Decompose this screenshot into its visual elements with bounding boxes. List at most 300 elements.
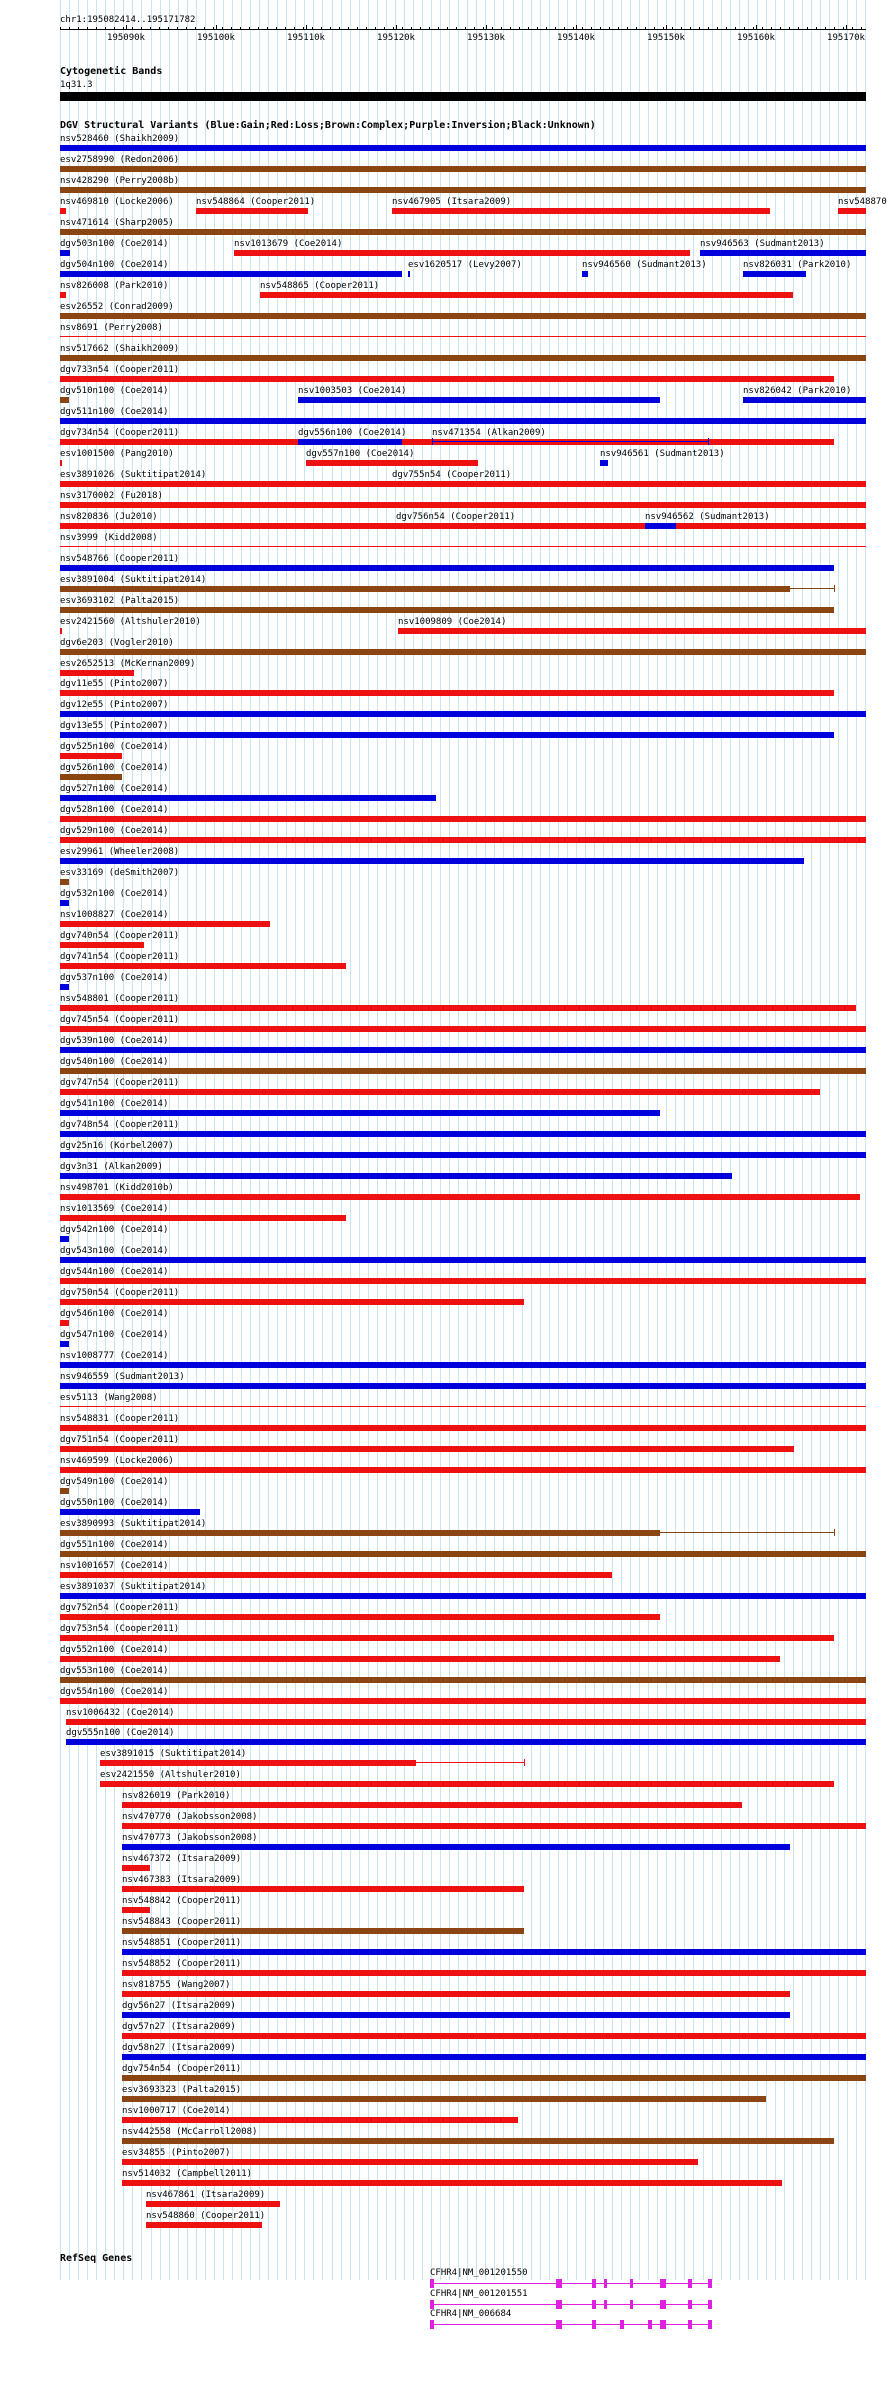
variant-label[interactable]: dgv551n100 (Coe2014): [60, 1539, 169, 1550]
variant-bar[interactable]: [60, 1656, 780, 1662]
variant-label[interactable]: esv26552 (Conrad2009): [60, 301, 174, 312]
grid-line: [422, 0, 423, 2280]
variant-label[interactable]: dgv544n100 (Coe2014): [60, 1266, 169, 1277]
variant-label[interactable]: dgv754n54 (Cooper2011): [122, 2064, 242, 2075]
ruler-minor-tick: [411, 27, 412, 30]
variant-bar[interactable]: [60, 607, 834, 613]
ruler-minor-tick: [204, 27, 205, 30]
variant-bar[interactable]: [60, 1320, 69, 1326]
variant-label[interactable]: nsv470770 (Jakobsson2008): [122, 1812, 258, 1823]
variant-label[interactable]: nsv548852 (Cooper2011): [122, 1959, 242, 1970]
gene-exon: [556, 2320, 562, 2329]
variant-bar[interactable]: [60, 984, 69, 990]
variant-bar[interactable]: [122, 1907, 150, 1913]
variant-bar[interactable]: [60, 271, 402, 277]
gene-intron-line[interactable]: [430, 2304, 712, 2305]
variant-bar[interactable]: [146, 2201, 280, 2207]
variant-label[interactable]: dgv549n100 (Coe2014): [60, 1476, 169, 1487]
gene-exon: [648, 2320, 652, 2329]
variant-bar[interactable]: [122, 1886, 524, 1892]
variant-label[interactable]: nsv467383 (Itsara2009): [122, 1875, 242, 1886]
variant-label[interactable]: nsv826008 (Park2010): [60, 280, 169, 291]
variant-bar[interactable]: [60, 649, 866, 655]
variant-label[interactable]: nsv470773 (Jakobsson2008): [122, 1833, 258, 1844]
variant-bar[interactable]: [60, 858, 804, 864]
grid-line: [304, 0, 305, 2280]
variant-bar[interactable]: [60, 313, 866, 319]
variant-bar[interactable]: [122, 1970, 866, 1976]
variant-label[interactable]: nsv548766 (Cooper2011): [60, 553, 180, 564]
variant-bar[interactable]: [60, 1194, 860, 1200]
variant-bar[interactable]: [60, 1488, 69, 1494]
variant-bar[interactable]: [60, 1236, 69, 1242]
variant-bar[interactable]: [60, 942, 144, 948]
variant-label[interactable]: dgv543n100 (Coe2014): [60, 1245, 169, 1256]
variant-bar[interactable]: [60, 670, 134, 676]
variant-bar[interactable]: [100, 1760, 416, 1766]
variant-bar[interactable]: [700, 250, 866, 256]
variant-bar[interactable]: [398, 628, 866, 634]
variant-label[interactable]: esv5113 (Wang2008): [60, 1392, 158, 1403]
dgv-track-title[interactable]: DGV Structural Variants (Blue:Gain;Red:Loss;Brown:Complex;Purple:Inversion;Black:Unknown): [60, 120, 596, 131]
variant-label[interactable]: nsv946562 (Sudmant2013): [645, 511, 770, 522]
gene-intron-line[interactable]: [430, 2283, 712, 2284]
variant-label[interactable]: nsv467861 (Itsara2009): [146, 2190, 266, 2201]
variant-label[interactable]: nsv471614 (Sharp2005): [60, 217, 174, 228]
variant-bar[interactable]: [60, 1425, 866, 1431]
variant-bar[interactable]: [60, 166, 866, 172]
variant-bar[interactable]: [306, 460, 478, 466]
variant-bar[interactable]: [60, 1341, 69, 1347]
grid-line: [413, 0, 414, 2280]
grid-line: [404, 0, 405, 2280]
variant-bar[interactable]: [60, 628, 62, 634]
grid-line: [431, 0, 432, 2280]
variant-label[interactable]: esv3693102 (Palta2015): [60, 595, 180, 606]
variant-label[interactable]: nsv548864 (Cooper2011): [196, 196, 316, 207]
variant-label[interactable]: nsv548860 (Cooper2011): [146, 2211, 266, 2222]
variant-bar[interactable]: [60, 1005, 856, 1011]
variant-label[interactable]: nsv1008777 (Coe2014): [60, 1350, 169, 1361]
variant-label[interactable]: nsv818755 (Wang2007): [122, 1980, 231, 1991]
variant-bar[interactable]: [838, 208, 866, 214]
variant-bar[interactable]: [298, 397, 660, 403]
variant-bar[interactable]: [60, 1089, 820, 1095]
variant-cap: [708, 438, 709, 445]
variant-label[interactable]: nsv1009809 (Coe2014): [398, 616, 507, 627]
variant-label[interactable]: dgv526n100 (Coe2014): [60, 763, 169, 774]
variant-label[interactable]: nsv820836 (Ju2010): [60, 511, 158, 522]
variant-label[interactable]: dgv547n100 (Coe2014): [60, 1329, 169, 1340]
variant-bar[interactable]: [645, 523, 676, 529]
variant-label[interactable]: nsv946559 (Sudmant2013): [60, 1371, 185, 1382]
grid-line: [513, 0, 514, 2280]
ruler-minor-tick: [564, 27, 565, 30]
ruler-minor-tick: [744, 27, 745, 30]
variant-bar[interactable]: [600, 460, 608, 466]
variant-label[interactable]: dgv13e55 (Pinto2007): [60, 721, 169, 732]
variant-line[interactable]: [60, 546, 866, 547]
variant-bar[interactable]: [60, 1530, 660, 1536]
grid-line: [730, 0, 731, 2280]
variant-label[interactable]: nsv946560 (Sudmant2013): [582, 259, 707, 270]
variant-bar[interactable]: [60, 1047, 866, 1053]
variant-label[interactable]: dgv741n54 (Cooper2011): [60, 952, 180, 963]
variant-bar[interactable]: [60, 1698, 866, 1704]
variant-bar[interactable]: [60, 460, 62, 466]
variant-label[interactable]: dgv751n54 (Cooper2011): [60, 1434, 180, 1445]
variant-bar[interactable]: [60, 1215, 346, 1221]
grid-line: [449, 0, 450, 2280]
variant-label[interactable]: dgv555n100 (Coe2014): [66, 1728, 175, 1739]
grid-line: [621, 0, 622, 2280]
variant-label[interactable]: nsv548851 (Cooper2011): [122, 1938, 242, 1949]
variant-label[interactable]: nsv946563 (Sudmant2013): [700, 238, 825, 249]
ruler-major-tick: [486, 25, 487, 30]
cytoband-bar[interactable]: [60, 92, 866, 101]
variant-bar[interactable]: [60, 145, 866, 151]
variant-label[interactable]: nsv467905 (Itsara2009): [392, 196, 512, 207]
variant-bar[interactable]: [122, 1865, 150, 1871]
variant-label[interactable]: dgv56n27 (Itsara2009): [122, 2001, 236, 2012]
variant-bar[interactable]: [392, 481, 766, 487]
variant-label[interactable]: dgv546n100 (Coe2014): [60, 1308, 169, 1319]
variant-label[interactable]: dgv756n54 (Cooper2011): [396, 511, 516, 522]
grid-line: [847, 0, 848, 2280]
gene-exon: [660, 2320, 666, 2329]
variant-label[interactable]: dgv752n54 (Cooper2011): [60, 1602, 180, 1613]
variant-label[interactable]: esv3890993 (Suktitipat2014): [60, 1518, 207, 1529]
variant-label[interactable]: esv3891004 (Suktitipat2014): [60, 574, 207, 585]
variant-bar[interactable]: [60, 732, 834, 738]
variant-label[interactable]: dgv556n100 (Coe2014): [298, 427, 407, 438]
variant-bar[interactable]: [234, 250, 690, 256]
ruler-minor-tick: [330, 27, 331, 30]
ruler-minor-tick: [78, 27, 79, 30]
grid-line: [820, 0, 821, 2280]
variant-line[interactable]: [432, 441, 708, 442]
variant-label[interactable]: dgv537n100 (Coe2014): [60, 973, 169, 984]
variant-bar[interactable]: [60, 774, 122, 780]
variant-bar[interactable]: [122, 1991, 790, 1997]
variant-bar[interactable]: [60, 1509, 200, 1515]
variant-label[interactable]: dgv747n54 (Cooper2011): [60, 1078, 180, 1089]
variant-label[interactable]: nsv442558 (McCarroll2008): [122, 2127, 258, 2138]
variant-label[interactable]: dgv753n54 (Cooper2011): [60, 1623, 180, 1634]
variant-label[interactable]: nsv548870: [838, 196, 887, 207]
ruler-minor-tick: [618, 27, 619, 30]
variant-bar[interactable]: [60, 963, 346, 969]
variant-bar[interactable]: [60, 1068, 866, 1074]
variant-label[interactable]: dgv733n54 (Cooper2011): [60, 364, 180, 375]
variant-label[interactable]: nsv1003503 (Coe2014): [298, 385, 407, 396]
variant-label[interactable]: dgv11e55 (Pinto2007): [60, 679, 169, 690]
grid-line: [703, 0, 704, 2280]
grid-line: [96, 0, 97, 2280]
variant-label[interactable]: nsv1001657 (Coe2014): [60, 1560, 169, 1571]
variant-bar[interactable]: [60, 921, 270, 927]
variant-label[interactable]: nsv528460 (Shaikh2009): [60, 134, 180, 144]
variant-bar[interactable]: [60, 1572, 612, 1578]
variant-label[interactable]: dgv25n16 (Korbel2007): [60, 1141, 174, 1152]
variant-bar[interactable]: [60, 376, 834, 382]
variant-label[interactable]: esv2652513 (McKernan2009): [60, 658, 196, 669]
variant-label[interactable]: nsv517662 (Shaikh2009): [60, 343, 180, 354]
ruler-minor-tick: [780, 27, 781, 30]
variant-label[interactable]: dgv745n54 (Cooper2011): [60, 1015, 180, 1026]
ruler-minor-tick: [420, 27, 421, 30]
variant-bar[interactable]: [60, 1131, 866, 1137]
variant-label[interactable]: esv1001500 (Pang2010): [60, 448, 174, 459]
variant-label[interactable]: nsv548801 (Cooper2011): [60, 994, 180, 1005]
variant-line[interactable]: [60, 1406, 866, 1407]
variant-bar[interactable]: [60, 1383, 866, 1389]
variant-bar[interactable]: [60, 565, 834, 571]
variant-bar[interactable]: [66, 1719, 866, 1725]
variant-bar[interactable]: [60, 900, 69, 906]
variant-label[interactable]: dgv532n100 (Coe2014): [60, 889, 169, 900]
ruler-minor-tick: [717, 27, 718, 30]
gene-exon: [688, 2279, 692, 2288]
cytoband-track-title[interactable]: Cytogenetic Bands: [60, 66, 163, 77]
gene-label[interactable]: CFHR4|NM_001201550: [430, 2268, 528, 2278]
variant-label[interactable]: esv3891037 (Suktitipat2014): [60, 1581, 207, 1592]
variant-bar[interactable]: [408, 271, 410, 277]
variant-bar[interactable]: [122, 2138, 834, 2144]
variant-label[interactable]: esv2758990 (Redon2006): [60, 154, 180, 165]
variant-label[interactable]: dgv12e55 (Pinto2007): [60, 700, 169, 711]
ruler-minor-tick: [501, 27, 502, 30]
variant-bar[interactable]: [122, 1928, 524, 1934]
refseq-track-title[interactable]: RefSeq Genes: [60, 2253, 133, 2264]
variant-line[interactable]: [60, 336, 866, 337]
variant-bar[interactable]: [146, 2222, 262, 2228]
variant-bar[interactable]: [60, 187, 866, 193]
variant-label[interactable]: dgv525n100 (Coe2014): [60, 742, 169, 753]
variant-label[interactable]: dgv539n100 (Coe2014): [60, 1036, 169, 1047]
variant-bar[interactable]: [60, 753, 122, 759]
grid-line: [467, 0, 468, 2280]
variant-label[interactable]: esv3891026 (Suktitipat2014): [60, 469, 207, 480]
variant-label[interactable]: nsv548831 (Cooper2011): [60, 1413, 180, 1424]
variant-bar[interactable]: [122, 2117, 518, 2123]
variant-line: [790, 588, 834, 589]
variant-label[interactable]: esv1620517 (Levy2007): [408, 259, 522, 270]
variant-label[interactable]: dgv748n54 (Cooper2011): [60, 1120, 180, 1131]
variant-bar[interactable]: [60, 1299, 524, 1305]
variant-bar[interactable]: [60, 1635, 834, 1641]
ruler-minor-tick: [303, 27, 304, 30]
variant-label[interactable]: dgv511n100 (Coe2014): [60, 406, 169, 417]
variant-label[interactable]: nsv1000717 (Coe2014): [122, 2106, 231, 2117]
grid-line: [829, 0, 830, 2280]
variant-bar[interactable]: [392, 208, 770, 214]
variant-label[interactable]: dgv553n100 (Coe2014): [60, 1665, 169, 1676]
gene-exon: [592, 2279, 596, 2288]
variant-label[interactable]: nsv469810 (Locke2006): [60, 196, 174, 207]
ruler-minor-tick: [60, 27, 61, 30]
ruler-minor-tick: [186, 27, 187, 30]
variant-label[interactable]: dgv550n100 (Coe2014): [60, 1497, 169, 1508]
cytoband-label: 1q31.3: [60, 80, 93, 90]
variant-bar[interactable]: [60, 1467, 866, 1473]
variant-label[interactable]: nsv826031 (Park2010): [743, 259, 852, 270]
ruler-minor-tick: [654, 27, 655, 30]
variant-bar[interactable]: [122, 2075, 866, 2081]
variant-bar[interactable]: [60, 1593, 866, 1599]
variant-label[interactable]: esv29961 (Wheeler2008): [60, 847, 180, 858]
variant-label[interactable]: nsv3999 (Kidd2008): [60, 532, 158, 543]
variant-bar[interactable]: [122, 2033, 866, 2039]
grid-line: [295, 0, 296, 2280]
variant-bar[interactable]: [60, 795, 436, 801]
variant-label[interactable]: dgv755n54 (Cooper2011): [392, 469, 512, 480]
variant-bar[interactable]: [60, 502, 866, 508]
variant-bar[interactable]: [122, 1844, 790, 1850]
variant-label[interactable]: dgv3n31 (Alkan2009): [60, 1162, 163, 1173]
variant-label[interactable]: nsv1013569 (Coe2014): [60, 1203, 169, 1214]
grid-line: [612, 0, 613, 2280]
variant-bar[interactable]: [743, 271, 806, 277]
variant-label[interactable]: nsv1013679 (Coe2014): [234, 238, 343, 249]
variant-label[interactable]: dgv557n100 (Coe2014): [306, 448, 415, 459]
grid-line: [476, 0, 477, 2280]
grid-line: [268, 0, 269, 2280]
variant-bar[interactable]: [60, 711, 866, 717]
variant-label[interactable]: dgv6e203 (Vogler2010): [60, 637, 174, 648]
variant-bar[interactable]: [60, 837, 866, 843]
variant-bar[interactable]: [122, 1823, 866, 1829]
variant-bar[interactable]: [122, 2054, 866, 2060]
variant-label[interactable]: esv3693323 (Palta2015): [122, 2085, 242, 2096]
variant-bar[interactable]: [60, 1152, 866, 1158]
variant-label[interactable]: nsv1006432 (Coe2014): [66, 1707, 175, 1718]
variant-label[interactable]: dgv541n100 (Coe2014): [60, 1099, 169, 1110]
variant-label[interactable]: dgv504n100 (Coe2014): [60, 259, 169, 270]
variant-bar[interactable]: [60, 1362, 866, 1368]
variant-bar[interactable]: [122, 1949, 866, 1955]
ruler-minor-tick: [87, 27, 88, 30]
variant-label[interactable]: dgv542n100 (Coe2014): [60, 1224, 169, 1235]
variant-bar[interactable]: [743, 397, 866, 403]
variant-label[interactable]: nsv498701 (Kidd2010b): [60, 1183, 174, 1193]
variant-label[interactable]: nsv548843 (Cooper2011): [122, 1917, 242, 1928]
variant-bar[interactable]: [60, 292, 66, 298]
ruler-minor-tick: [708, 27, 709, 30]
variant-label[interactable]: nsv826019 (Park2010): [122, 1791, 231, 1802]
variant-bar[interactable]: [60, 1173, 732, 1179]
variant-bar[interactable]: [66, 1739, 866, 1745]
variant-label[interactable]: nsv8691 (Perry2008): [60, 322, 163, 333]
variant-label[interactable]: dgv528n100 (Coe2014): [60, 805, 169, 816]
variant-label[interactable]: dgv552n100 (Coe2014): [60, 1644, 169, 1655]
variant-label[interactable]: esv33169 (deSmith2007): [60, 868, 180, 879]
variant-label[interactable]: nsv548842 (Cooper2011): [122, 1896, 242, 1907]
variant-bar[interactable]: [60, 879, 69, 885]
ruler-minor-tick: [312, 27, 313, 30]
gene-label[interactable]: CFHR4|NM_006684: [430, 2309, 512, 2319]
variant-label[interactable]: dgv554n100 (Coe2014): [60, 1686, 169, 1697]
variant-label[interactable]: esv2421560 (Altshuler2010): [60, 616, 201, 627]
variant-label[interactable]: dgv57n27 (Itsara2009): [122, 2022, 236, 2033]
variant-bar[interactable]: [60, 690, 834, 696]
variant-label[interactable]: dgv750n54 (Cooper2011): [60, 1287, 180, 1298]
variant-bar[interactable]: [122, 2012, 790, 2018]
variant-label[interactable]: dgv734n54 (Cooper2011): [60, 427, 180, 438]
variant-bar[interactable]: [60, 1677, 866, 1683]
variant-label[interactable]: dgv740n54 (Cooper2011): [60, 931, 180, 942]
variant-bar[interactable]: [60, 1446, 794, 1452]
variant-bar[interactable]: [60, 1257, 866, 1263]
variant-label[interactable]: esv34855 (Pinto2007): [122, 2148, 231, 2159]
variant-bar[interactable]: [60, 1278, 866, 1284]
ruler-minor-tick: [114, 27, 115, 30]
variant-label[interactable]: dgv540n100 (Coe2014): [60, 1057, 169, 1068]
variant-label[interactable]: nsv548865 (Cooper2011): [260, 280, 380, 291]
gene-intron-line[interactable]: [430, 2324, 712, 2325]
variant-label[interactable]: esv2421550 (Altshuler2010): [100, 1770, 241, 1781]
ruler-minor-tick: [402, 27, 403, 30]
variant-bar[interactable]: [60, 586, 790, 592]
variant-bar[interactable]: [60, 1614, 660, 1620]
variant-label[interactable]: nsv467372 (Itsara2009): [122, 1854, 242, 1865]
variant-bar[interactable]: [260, 292, 793, 298]
variant-bar[interactable]: [60, 816, 866, 822]
variant-label[interactable]: nsv514032 (Campbell2011): [122, 2169, 253, 2180]
variant-bar[interactable]: [298, 439, 402, 445]
variant-bar[interactable]: [122, 2159, 698, 2165]
variant-bar[interactable]: [122, 2180, 782, 2186]
variant-label[interactable]: dgv529n100 (Coe2014): [60, 826, 169, 837]
ruler-minor-tick: [438, 27, 439, 30]
variant-label[interactable]: nsv946561 (Sudmant2013): [600, 448, 725, 459]
variant-label[interactable]: esv3891015 (Suktitipat2014): [100, 1749, 247, 1760]
variant-label[interactable]: nsv469599 (Locke2006): [60, 1455, 174, 1466]
variant-bar[interactable]: [100, 1781, 834, 1787]
gene-exon: [630, 2300, 633, 2309]
ruler-minor-tick: [690, 27, 691, 30]
variant-label[interactable]: nsv1008827 (Coe2014): [60, 910, 169, 921]
variant-label[interactable]: dgv510n100 (Coe2014): [60, 385, 169, 396]
variant-bar[interactable]: [60, 250, 70, 256]
variant-bar[interactable]: [122, 1802, 742, 1808]
variant-bar[interactable]: [60, 1110, 660, 1116]
variant-label[interactable]: dgv58n27 (Itsara2009): [122, 2043, 236, 2054]
variant-label[interactable]: dgv527n100 (Coe2014): [60, 784, 169, 795]
variant-bar[interactable]: [60, 397, 69, 403]
variant-label[interactable]: nsv428290 (Perry2008b): [60, 175, 180, 186]
variant-bar[interactable]: [60, 1551, 866, 1557]
variant-bar[interactable]: [60, 439, 834, 445]
variant-label[interactable]: nsv826042 (Park2010): [743, 385, 852, 396]
variant-bar[interactable]: [196, 208, 308, 214]
grid-line: [648, 0, 649, 2280]
variant-bar[interactable]: [122, 2096, 766, 2102]
gene-label[interactable]: CFHR4|NM_001201551: [430, 2288, 528, 2299]
variant-bar[interactable]: [396, 523, 645, 529]
variant-bar[interactable]: [60, 229, 866, 235]
variant-bar[interactable]: [60, 1026, 866, 1032]
variant-bar[interactable]: [60, 418, 866, 424]
gene-exon: [430, 2300, 434, 2309]
variant-label[interactable]: nsv3170002 (Fu2018): [60, 490, 163, 501]
variant-bar[interactable]: [60, 355, 866, 361]
variant-bar[interactable]: [60, 208, 66, 214]
ruler-minor-tick: [321, 27, 322, 30]
variant-label[interactable]: nsv471354 (Alkan2009): [432, 427, 546, 438]
variant-bar[interactable]: [582, 271, 588, 277]
variant-label[interactable]: dgv503n100 (Coe2014): [60, 238, 169, 249]
